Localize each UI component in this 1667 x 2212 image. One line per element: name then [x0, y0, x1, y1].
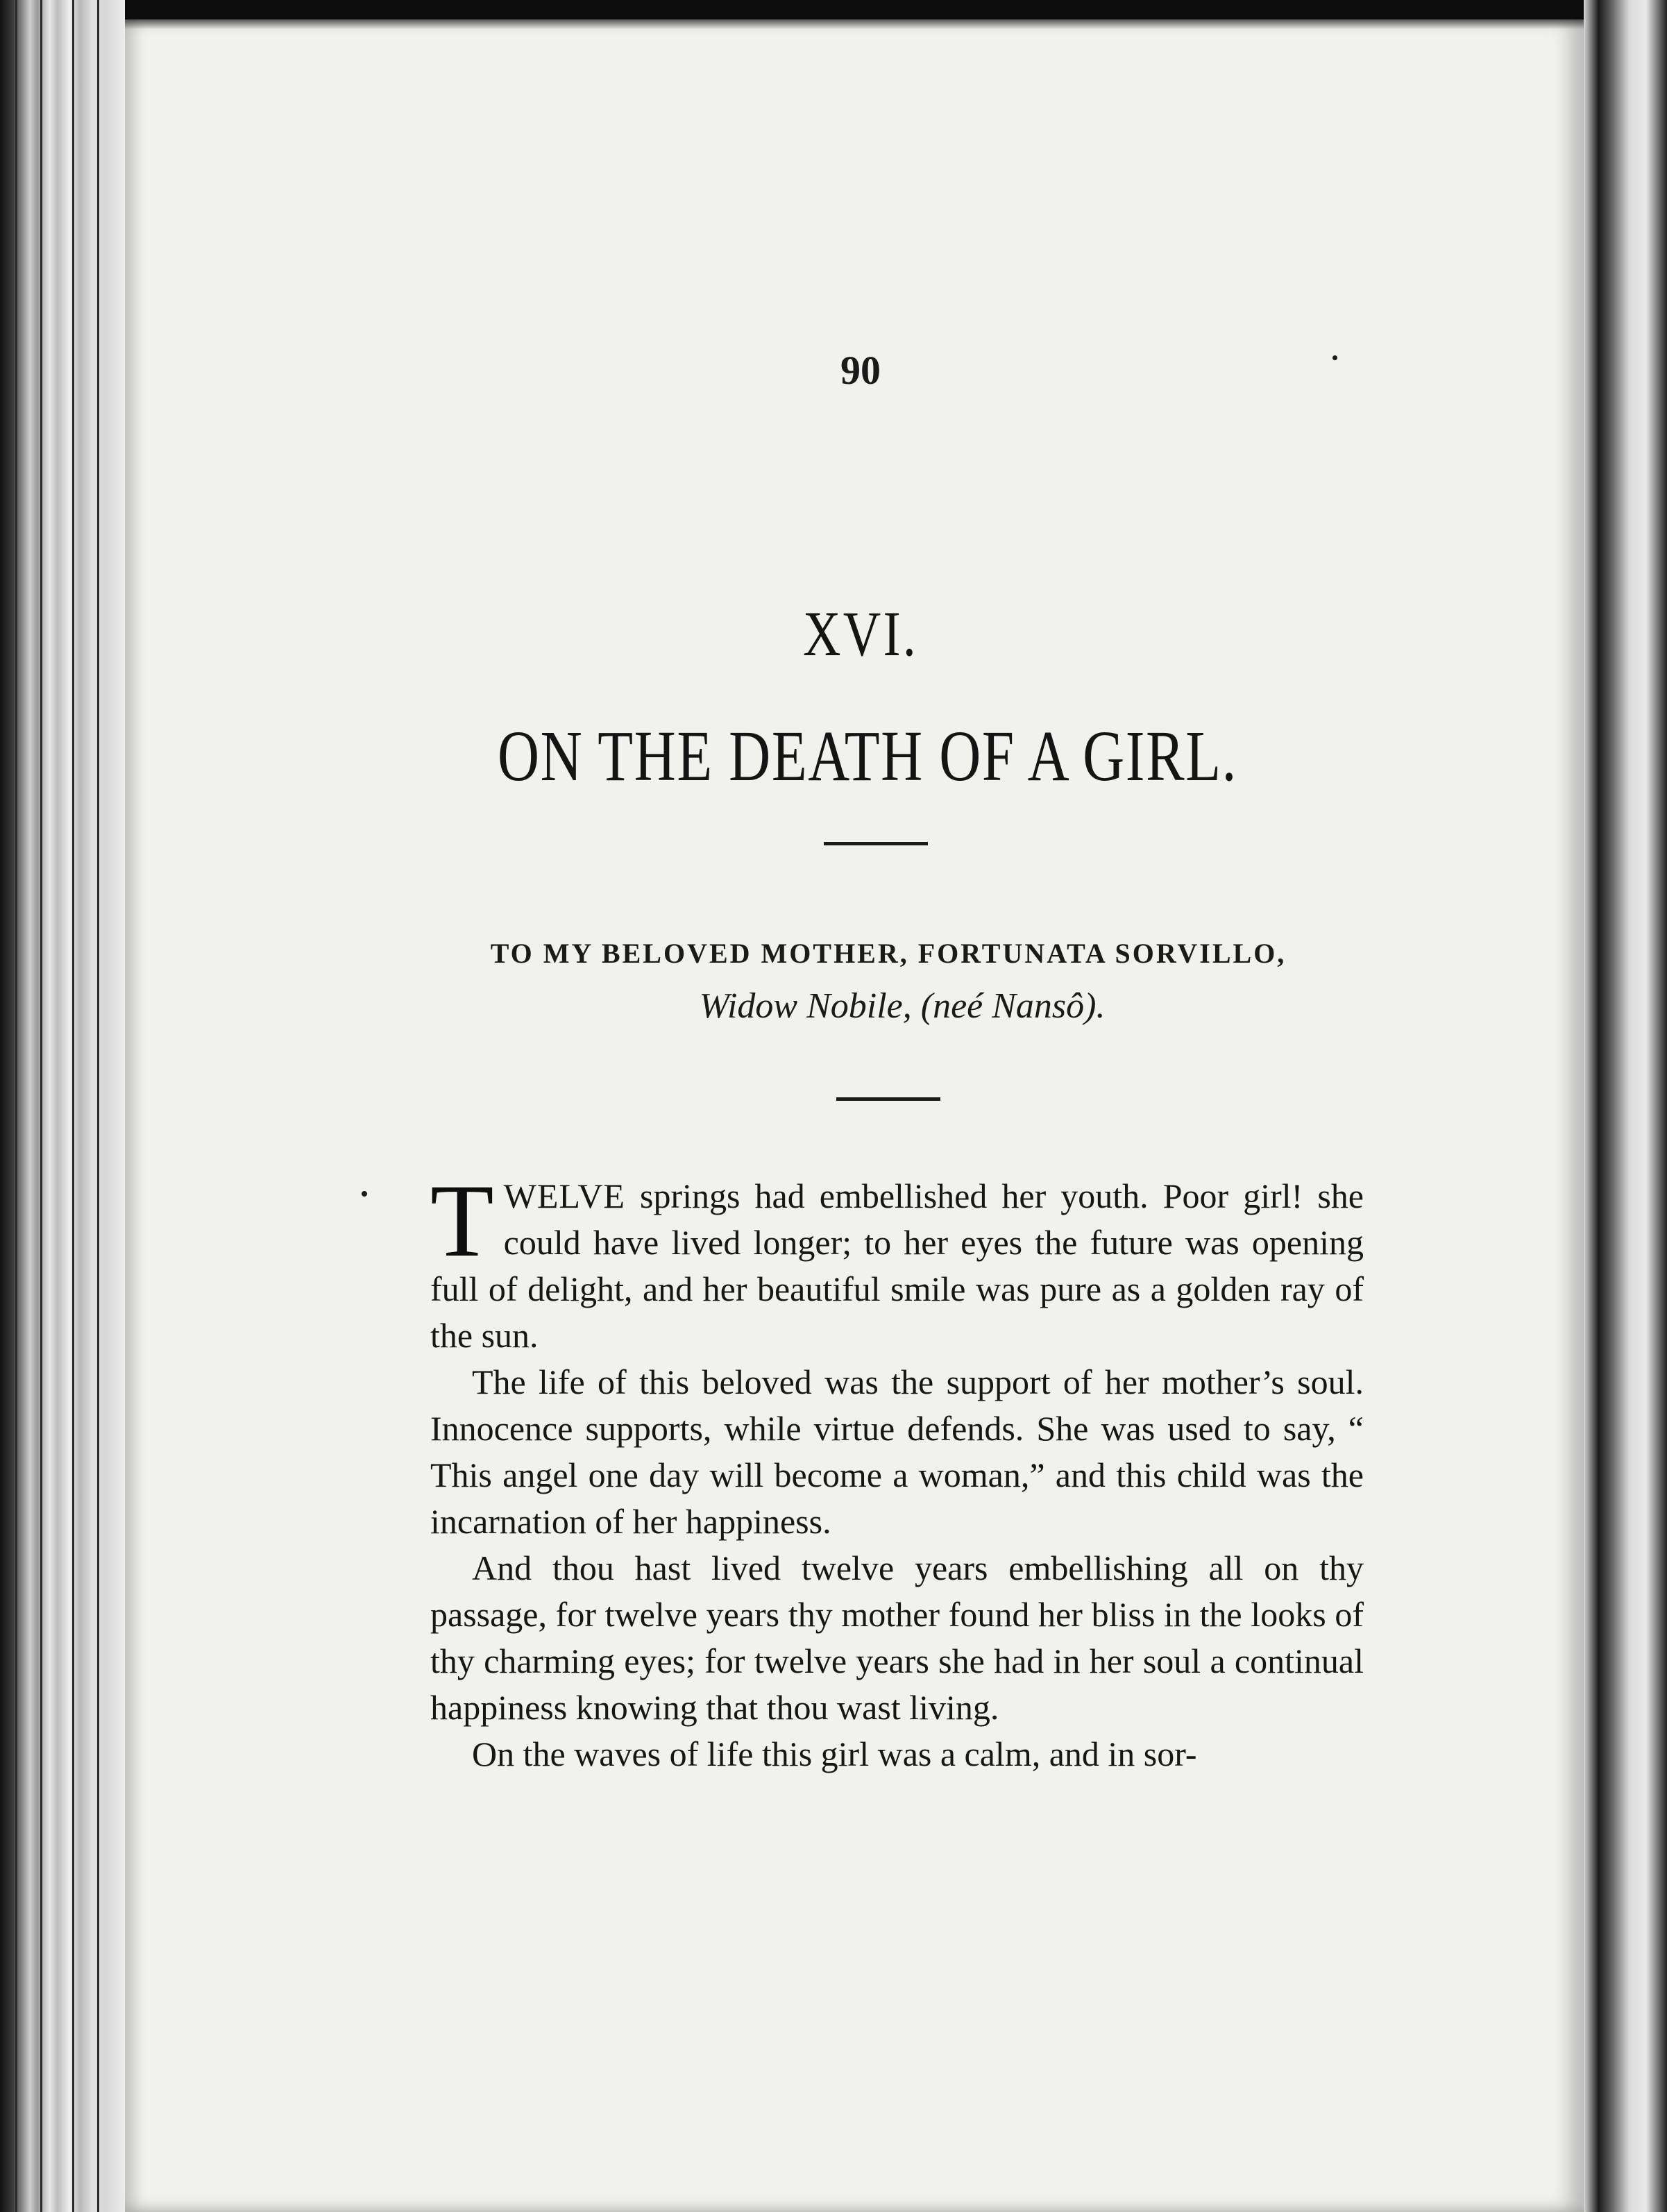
binding-line	[97, 0, 99, 2212]
body-text	[430, 1163, 1364, 1778]
binding-line	[72, 0, 74, 2212]
paragraph	[430, 1163, 1364, 1359]
dedication: TO MY BELOVED MOTHER, FORTUNATA SORVILLO,	[490, 938, 1287, 969]
title-divider	[824, 842, 928, 845]
paragraph: And thou hast lived twelve years embellishing all on thy passage, for twelve years thy mother found her bliss in the looks of thy charming eyes; for twelve years she had in her soul a continual happiness knowing that thou wast living.	[430, 1548, 1364, 1727]
binding-line	[15, 0, 17, 2212]
drop-cap: T	[430, 1163, 494, 1278]
dedication-divider	[836, 1097, 940, 1101]
right-page-edge	[1584, 0, 1667, 2212]
dedication-subtitle: Widow Nobile, (neé Nansô).	[699, 986, 1106, 1026]
binding-line	[40, 0, 42, 2212]
chapter-number: XVI.	[802, 598, 919, 669]
paragraph: The life of this beloved was the support of her mother’s soul. Innocence supports, while virtue defends. She was used to say, “ This angel one day will become a woman,” and this child was the incarnation of her happiness.	[430, 1362, 1364, 1541]
scan-speck	[362, 1191, 367, 1197]
page-top-shadow	[125, 19, 1584, 29]
opening-word: WELVE	[503, 1176, 625, 1215]
book-binding-edge	[0, 0, 125, 2212]
paragraph-text: springs had embellished her youth. Poor girl! she could have lived longer; to her eyes the future was opening full of delight, and her beautiful smile was pure as a golden ray of the sun.	[430, 1176, 1364, 1355]
scan-speck	[1332, 355, 1337, 360]
page-number: 90	[840, 348, 881, 393]
paragraph: On the waves of life this girl was a calm, and in sor-	[472, 1734, 1197, 1773]
chapter-title: ON THE DEATH OF A GIRL.	[497, 716, 1238, 796]
